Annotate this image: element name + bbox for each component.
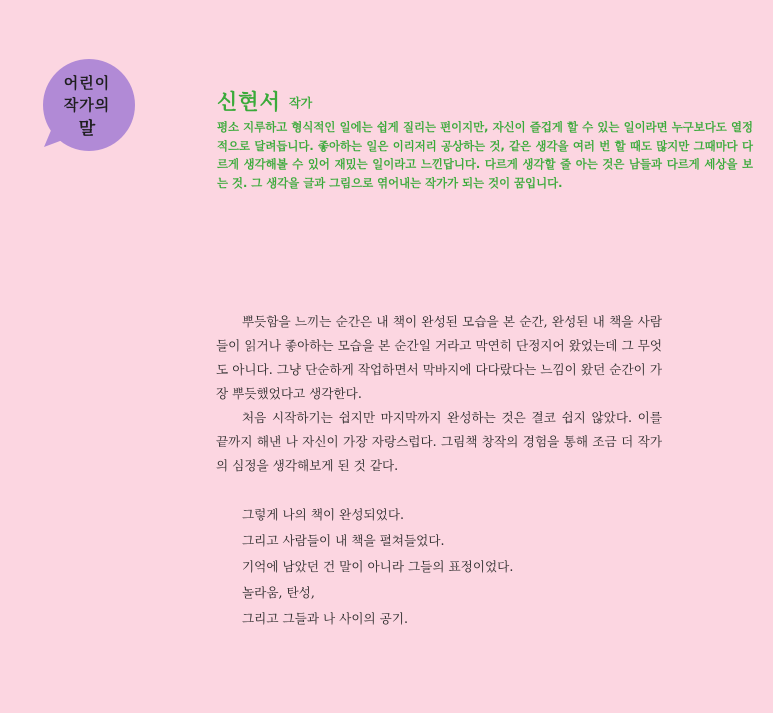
speech-bubble-badge <box>38 58 136 156</box>
author-name: 신현서 <box>217 90 281 114</box>
badge-line-2: 작가의 <box>63 96 111 114</box>
badge-line-3: 말 <box>78 119 96 139</box>
essay-paragraph: 처음 시작하기는 쉽지만 마지막까지 완성하는 것은 결코 쉽지 않았다. 이를 끝까지 해낸 나 자신이 가장 자랑스럽다. 그림책 창작의 경험을 통해 조금 더 작가의 심정을 생각해보게 된 것 같다. <box>216 410 662 473</box>
poem-line: 그렇게 나의 책이 완성되었다. <box>242 507 404 522</box>
essay-body <box>216 310 662 632</box>
author-bio: 평소 지루하고 형식적인 일에는 쉽게 질리는 편이지만, 자신이 즐겁게 할 수 있는 일이라면 누구보다도 열정적으로 달려듭니다. 좋아하는 일은 이리저리 공상하는 것, 같은 생각을 여러 번 할 때도 많지만 그때마다 다르게 생각해볼 수 있어 재밌는 일이라고 느낀답니다. 다르게 생각할 줄 아는 것은 남들과 다르게 세상을 보는 것. 그 생각을 글과 그림으로 엮어내는 작가가 되는 것이 꿈입니다. <box>217 120 753 190</box>
poem-line: 그리고 그들과 나 사이의 공기. <box>242 611 409 626</box>
poem-line: 놀라움, 탄성, <box>242 585 315 600</box>
poem <box>216 502 662 632</box>
poem-line: 그리고 사람들이 내 책을 펼쳐들었다. <box>242 533 445 548</box>
poem-line: 기억에 남았던 건 말이 아니라 그들의 표정이었다. <box>242 559 514 574</box>
badge-label <box>38 72 136 142</box>
essay-paragraph: 뿌듯함을 느끼는 순간은 내 책이 완성된 모습을 본 순간, 완성된 내 책을 사람들이 읽거나 좋아하는 모습을 본 순간일 거라고 막연히 단정지어 왔었는데 그 무엇도 아니다. 그냥 단순하게 작업하면서 막바지에 다다랐다는 느낌이 왔던 순간이 가장 뿌듯했었다고 생각한다. <box>216 314 662 401</box>
badge-line-1: 어린이 <box>63 74 111 92</box>
author-role: 작가 <box>289 96 313 110</box>
